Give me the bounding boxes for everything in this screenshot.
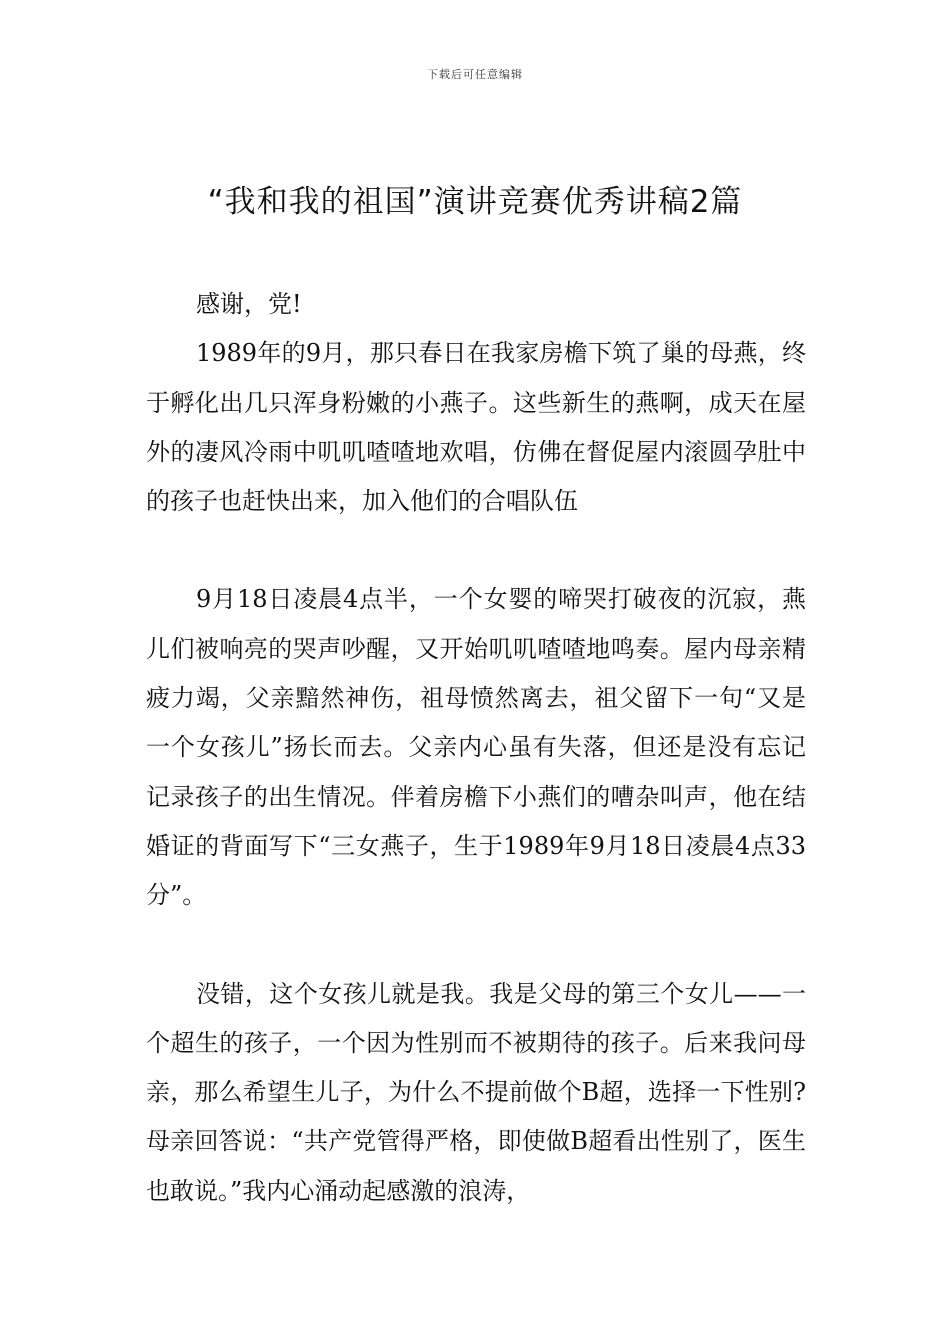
header-note: 下载后可任意编辑 xyxy=(427,68,523,81)
paragraph-swallows: 1989年的9月，那只春日在我家房檐下筑了巢的母燕，终于孵化出几只浑身粉嫩的小燕子。这些新生的燕啊，成天在屋外的凄风冷雨中叽叽喳喳地欢唱，仿佛在督促屋内滚圆孕肚中的孩子也赶快出来，加入他们的合唱队伍 xyxy=(146,339,806,516)
document-body xyxy=(146,280,806,1216)
document-title: “我和我的祖国”演讲竞赛优秀讲稿2篇 xyxy=(207,184,743,220)
paragraph-girl: 没错，这个女孩儿就是我。我是父母的第三个女儿——一个超生的孩子，一个因为性别而不被期待的孩子。后来我问母亲，那么希望生儿子，为什么不提前做个B超，选择一下性别?母亲回答说：“共产党管得严格，即使做B超看出性别了，医生也敢说。”我内心涌动起感激的浪涛， xyxy=(146,979,806,1205)
paragraph-birth: 9月18日凌晨4点半，一个女婴的啼哭打破夜的沉寂，燕儿们被响亮的哭声吵醒，又开始叽叽喳喳地鸣奏。屋内母亲精疲力竭，父亲黯然神伤，祖母愤然离去，祖父留下一句“又是一个女孩儿”扬长而去。父亲内心虽有失落，但还是没有忘记记录孩子的出生情况。伴着房檐下小燕们的嘈杂叫声，他在结婚证的背面写下“三女燕子，生于1989年9月18日凌晨4点33分”。 xyxy=(146,585,806,910)
paragraph-greeting: 感谢，党! xyxy=(196,290,302,318)
